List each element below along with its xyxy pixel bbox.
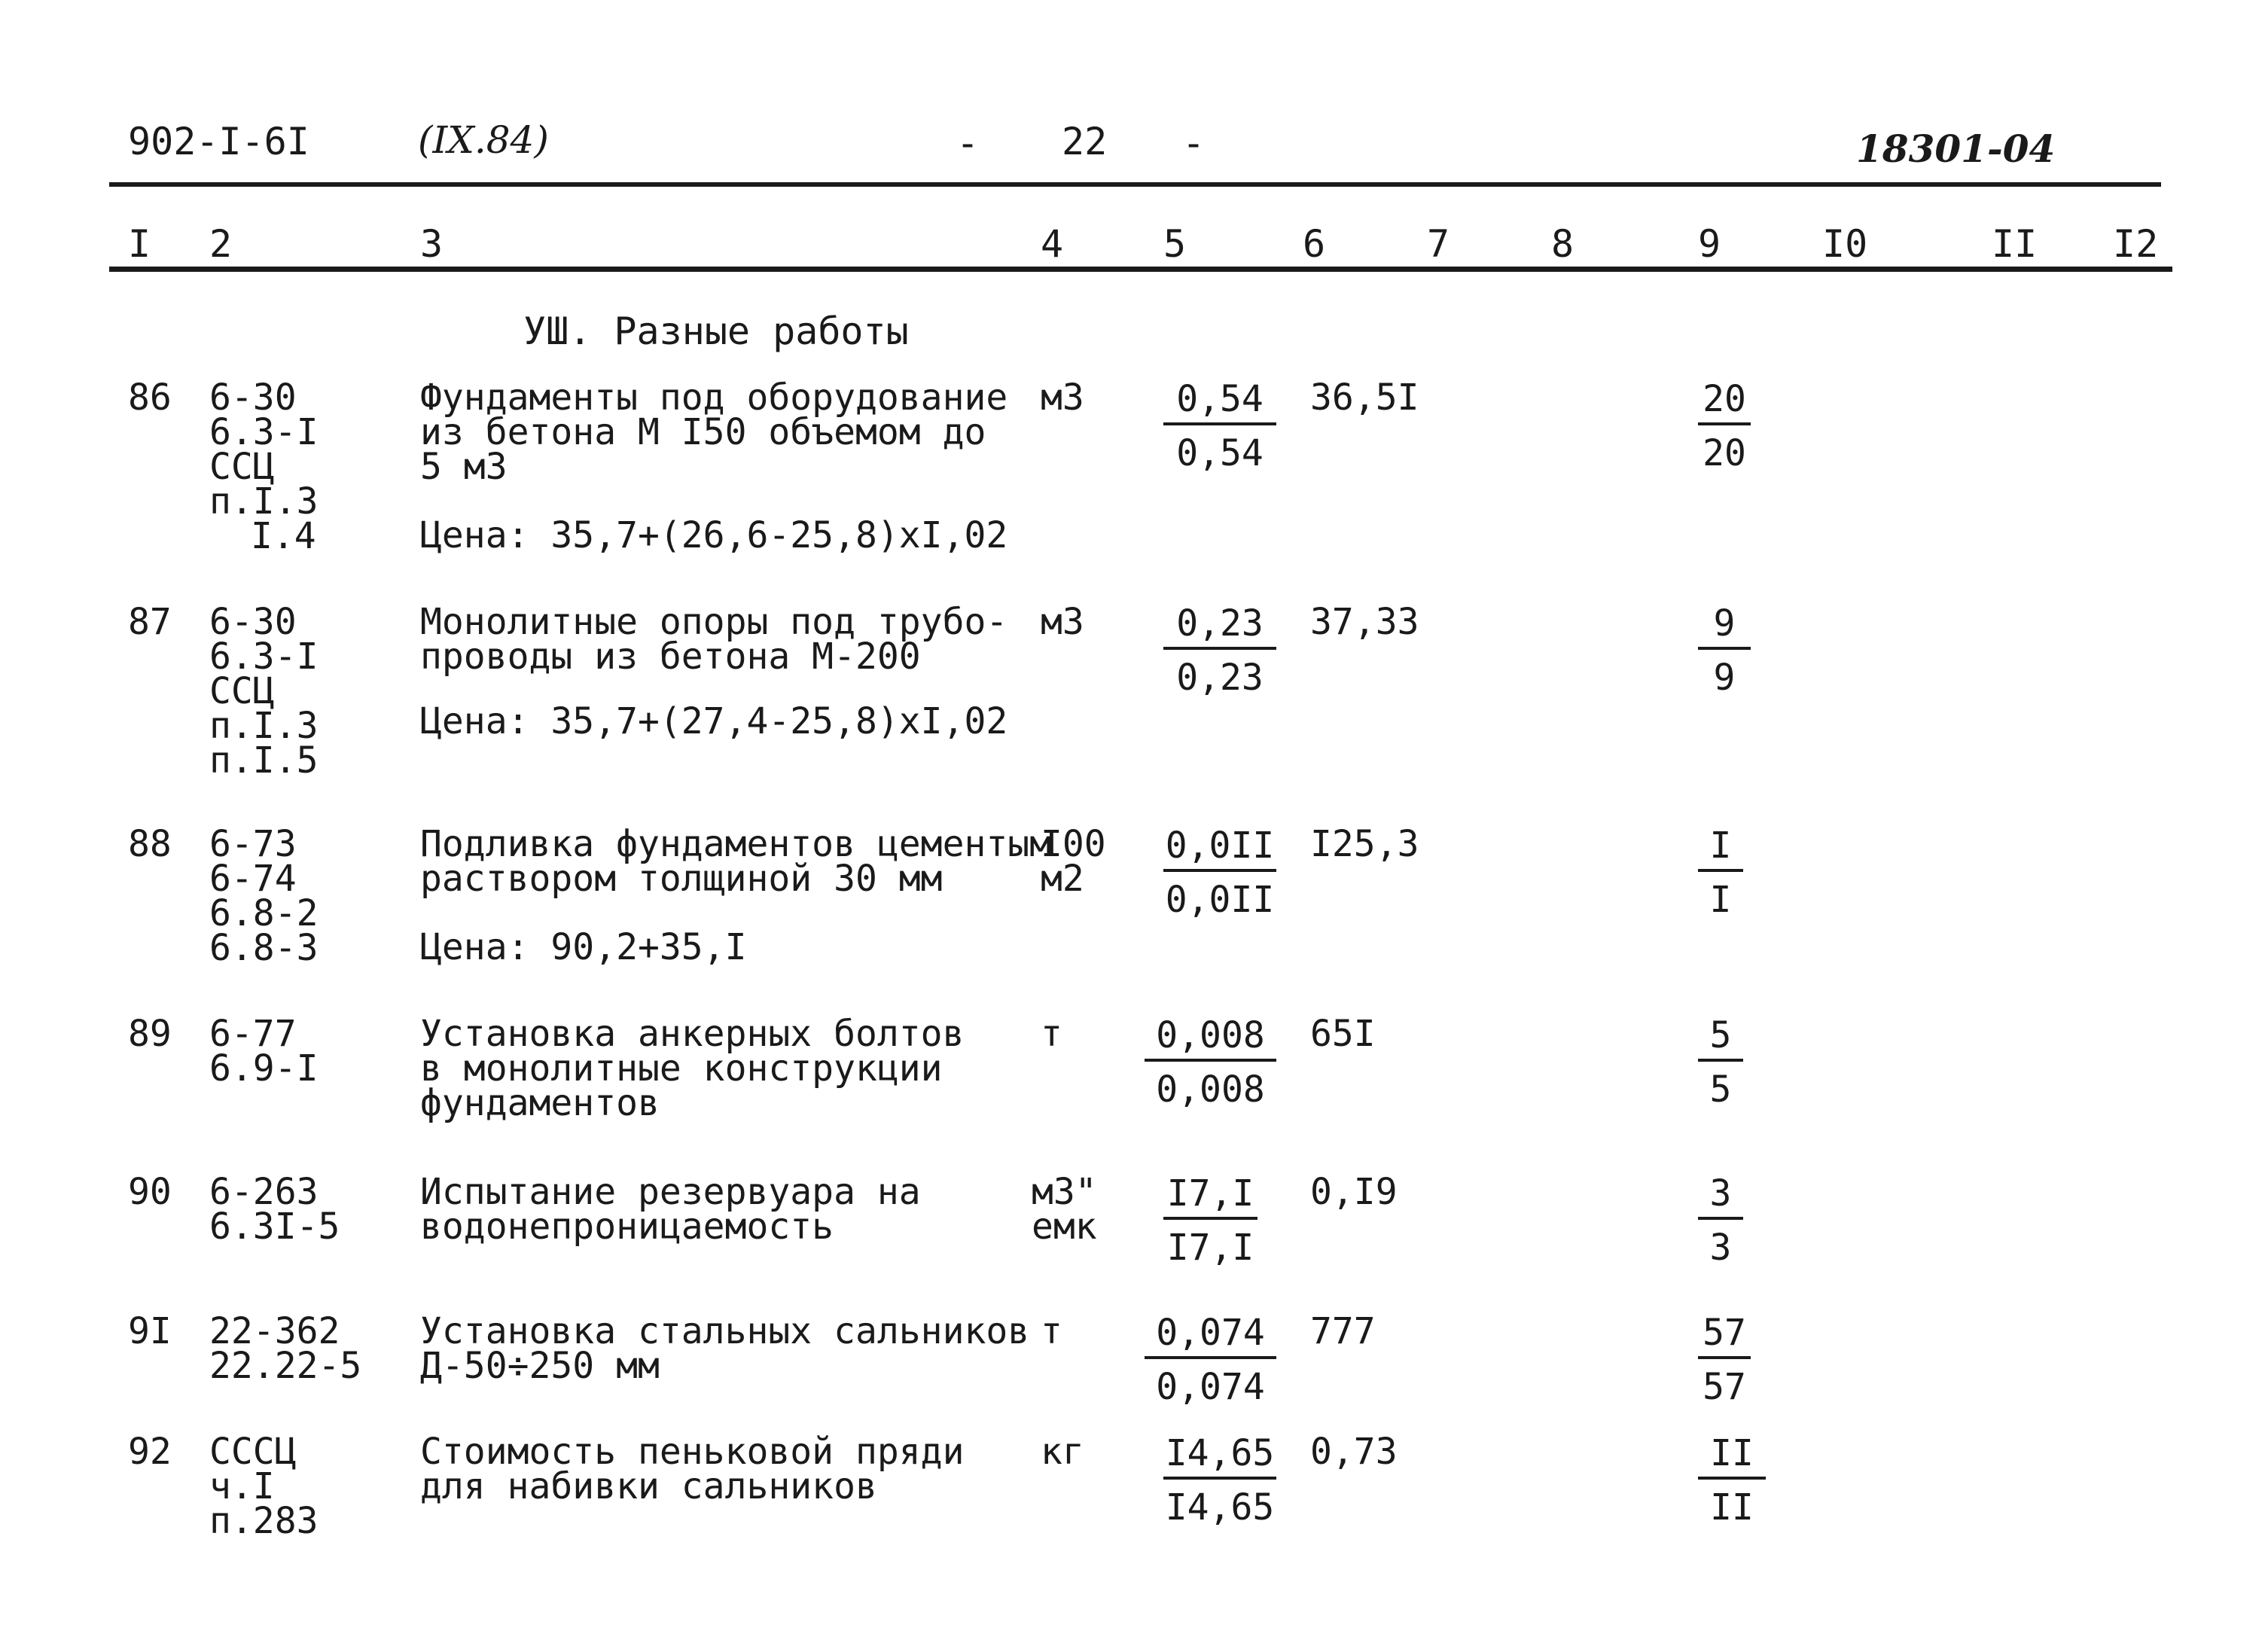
document-code: 902-I-6I — [128, 120, 309, 163]
row-description: Установка анкерных болтов в монолитные конструкции фундаментов — [420, 1013, 965, 1124]
row-unit: I00 м2 — [1041, 823, 1106, 900]
col-header-12: I2 — [2113, 222, 2159, 266]
row-price-formula: Цена: 90,2+35,I — [420, 926, 747, 968]
col-header-1: I — [128, 222, 151, 266]
row-unit-cost: 777 — [1310, 1310, 1376, 1352]
row-quantity: $\frac{I7,I}{I7,I}$ — [1163, 1175, 1257, 1267]
row-unit-cost: 36,5I — [1310, 376, 1419, 419]
row-unit: кг — [1041, 1431, 1084, 1473]
row-number: 9I — [128, 1310, 172, 1352]
page-dash-left: - — [956, 121, 980, 165]
row-total: $\frac{I}{I}$ — [1698, 827, 1743, 919]
row-price-formula: Цена: 35,7+(26,6-25,8)хI,02 — [420, 514, 1008, 556]
col-header-5: 5 — [1163, 222, 1187, 266]
archive-number: 18301-04 — [1856, 126, 2056, 171]
page-number: 22 — [1062, 120, 1108, 163]
row-number: 89 — [128, 1013, 172, 1055]
page-dash-right: - — [1182, 121, 1206, 165]
row-unit-cost: 0,73 — [1310, 1431, 1398, 1473]
row-quantity: $\frac{I4,65}{I4,65}$ — [1163, 1434, 1276, 1526]
row-references: 6-263 6.3I-5 — [209, 1171, 340, 1248]
column-header-rule — [109, 267, 2172, 272]
row-number: 90 — [128, 1171, 172, 1213]
row-references: СССЦ ч.I п.283 — [209, 1431, 319, 1542]
row-number: 92 — [128, 1431, 172, 1473]
row-references: 6-30 6.3-I ССЦ п.I.3 п.I.5 — [209, 601, 319, 782]
row-total: $\frac{57}{57}$ — [1698, 1314, 1751, 1406]
row-quantity: $\frac{0,54}{0,54}$ — [1163, 380, 1276, 472]
row-total: $\frac{II}{II}$ — [1698, 1434, 1766, 1526]
row-description: Стоимость пеньковой пряди для набивки сальников — [420, 1431, 965, 1507]
row-unit-cost: 65I — [1310, 1013, 1376, 1055]
document-date: (IX.84) — [418, 118, 549, 162]
section-title: УШ. Разные работы — [523, 309, 909, 353]
row-total: $\frac{5}{5}$ — [1698, 1017, 1743, 1108]
row-unit: м3 — [1041, 601, 1084, 643]
row-unit-cost: 37,33 — [1310, 601, 1419, 643]
row-unit: т — [1041, 1310, 1062, 1352]
row-total: $\frac{9}{9}$ — [1698, 605, 1751, 697]
row-references: 6-77 6.9-I — [209, 1013, 319, 1090]
col-header-10: I0 — [1822, 222, 1868, 266]
row-description: Монолитные опоры под трубо- проводы из бетона М-200 — [420, 601, 1008, 678]
row-quantity: $\frac{0,074}{0,074}$ — [1145, 1314, 1276, 1406]
row-description: Установка стальных сальников Д-50÷250 мм — [420, 1310, 1030, 1387]
col-header-8: 8 — [1551, 222, 1574, 266]
col-header-6: 6 — [1303, 222, 1326, 266]
row-total: $\frac{3}{3}$ — [1698, 1175, 1743, 1267]
row-total: $\frac{20}{20}$ — [1698, 380, 1751, 472]
row-quantity: $\frac{0,0II}{0,0II}$ — [1163, 827, 1276, 919]
row-description: Фундаменты под оборудование из бетона М I50 объемом до 5 м3 — [420, 376, 1008, 488]
col-header-2: 2 — [209, 222, 233, 266]
row-unit-cost: 0,I9 — [1310, 1171, 1398, 1213]
row-references: 6-73 6-74 6.8-2 6.8-3 — [209, 823, 319, 969]
row-price-formula: Цена: 35,7+(27,4-25,8)хI,02 — [420, 700, 1008, 742]
row-quantity: $\frac{0,23}{0,23}$ — [1163, 605, 1276, 697]
col-header-9: 9 — [1698, 222, 1721, 266]
row-unit: т — [1041, 1013, 1062, 1055]
row-description: Испытание резервуара на водонепроницаемость — [420, 1171, 921, 1248]
row-references: 6-30 6.3-I ССЦ п.I.3 I.4 — [209, 376, 319, 557]
col-header-7: 7 — [1427, 222, 1450, 266]
header-rule — [109, 182, 2161, 187]
row-references: 22-362 22.22-5 — [209, 1310, 362, 1387]
col-header-3: 3 — [420, 222, 444, 266]
row-quantity: $\frac{0,008}{0,008}$ — [1145, 1017, 1276, 1108]
col-header-11: II — [1992, 222, 2038, 266]
row-unit-cost: I25,3 — [1310, 823, 1419, 865]
row-description: Подливка фундаментов цементым раствором толщиной 30 мм — [420, 823, 1052, 900]
col-header-4: 4 — [1041, 222, 1064, 266]
row-number: 88 — [128, 823, 172, 865]
row-unit: м3 — [1041, 376, 1084, 419]
row-number: 86 — [128, 376, 172, 419]
row-unit: м3" емк — [1032, 1171, 1097, 1248]
row-number: 87 — [128, 601, 172, 643]
